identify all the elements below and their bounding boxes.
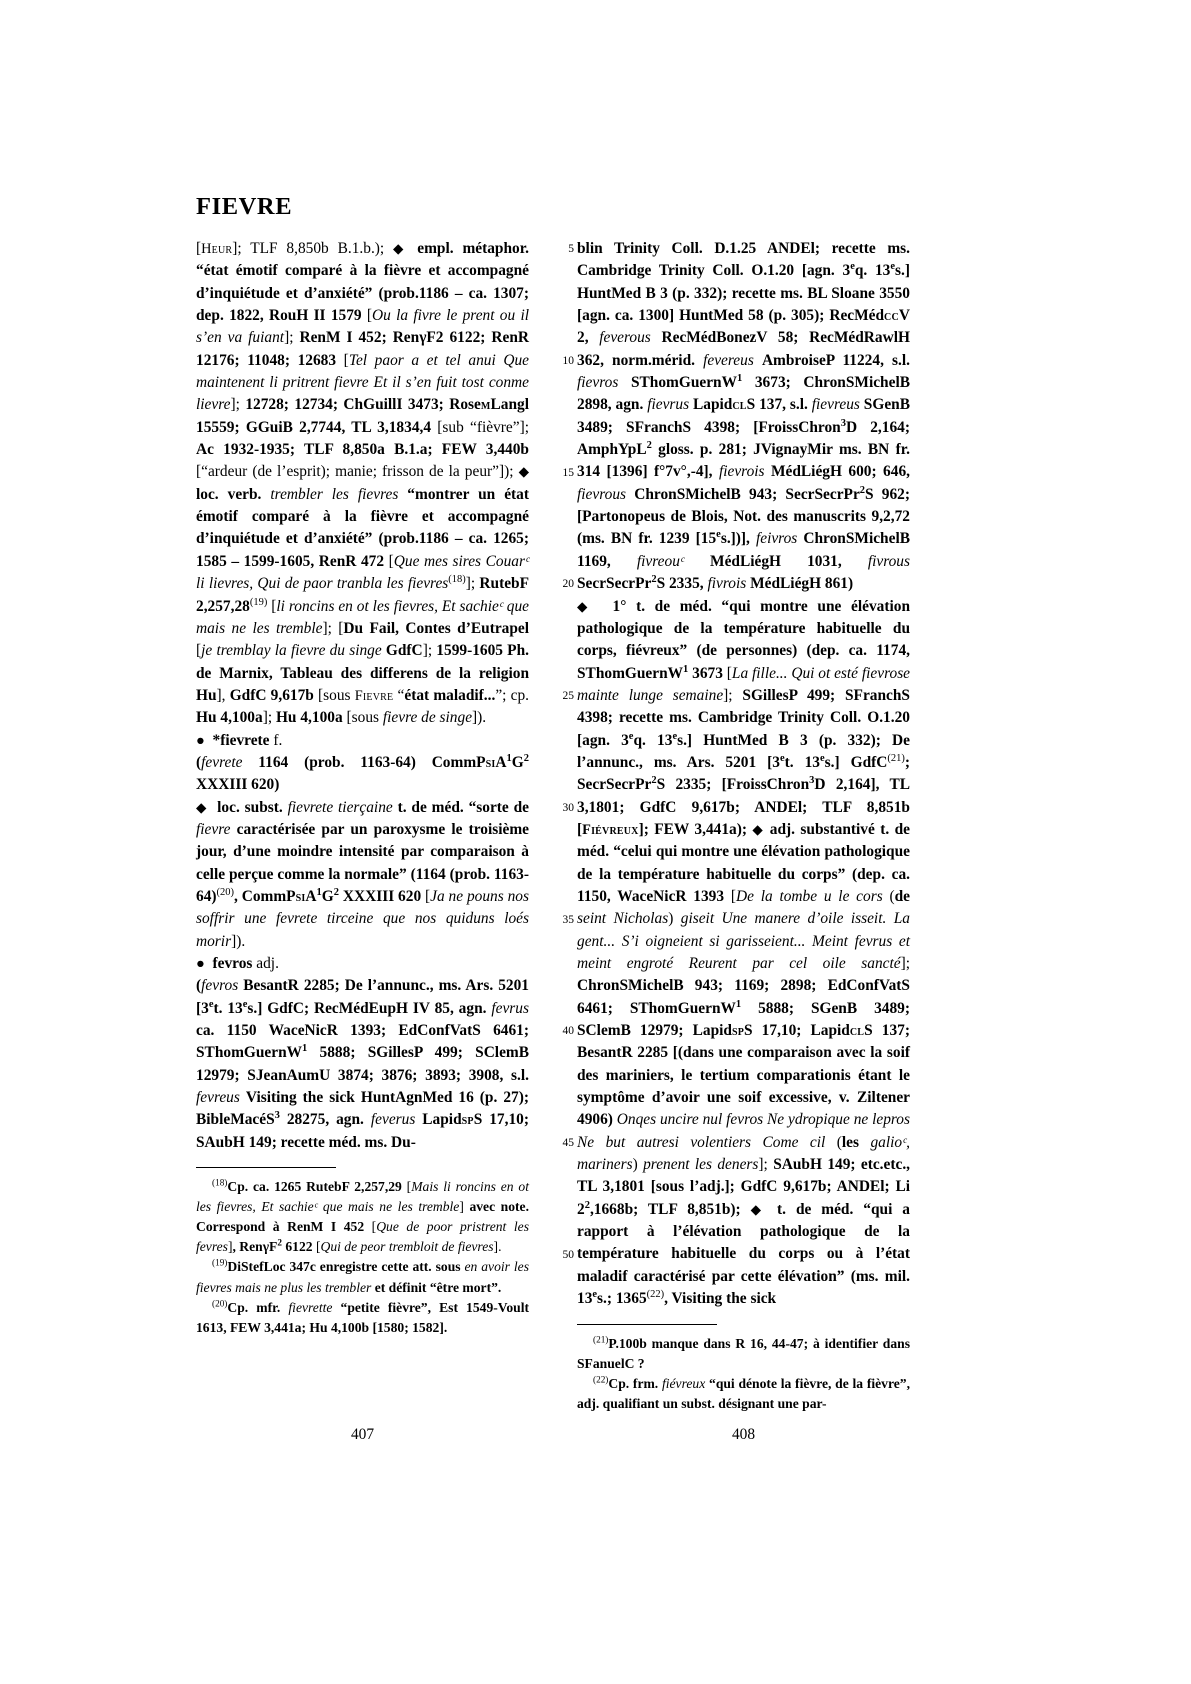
page-title: FIEVRE xyxy=(196,193,293,221)
right-column-body xyxy=(577,238,910,1311)
footnote-20: $^{(20)}$Cp. mfr. fievrette “petite fièvre”, Est 1549-Voult 1613, FEW 3,441a; Hu 4,100b [1580; 1582]. xyxy=(196,1298,529,1335)
footnote-19: $^{(19)}$DiStefLoc 347c enregistre cette att. sous en avoir les fievres mais ne plus les trembler et définit “être mort”. xyxy=(196,1257,529,1295)
right-column-footnotes xyxy=(577,1334,910,1414)
right-column xyxy=(577,238,910,1414)
line-number-group xyxy=(548,350,574,462)
line-number: 10 xyxy=(562,354,574,367)
entry-fievre-continuation: [Heur]; TLF 8,850b B.1.b.); ◆ empl. métaphor. “état émotif comparé à la fièvre et accompagné d’inquiétude et d’anxiété” (prob.1186 – ca. 1307; dep. 1822, RouH II 1579 [Ou la fivre le prent ou il s’en va fuiant]; RenM I 452; RenγF2 6122; RenR 12176; 11048; 12683 [Tel paor a et tel anui Que maintenent li pritrent fievre Et il s’en fuit tost conme lievre]; 12728; 12734; ChGuillI 3473; RosemLangl 15559; GGuiB 2,7744, TL 3,1834,4 [sub “fièvre”]; Ac 1932-1935; TLF 8,850a B.1.a; FEW 3,440b [“ardeur (de l’esprit); manie; frisson de la peur”]); ◆ loc. verb. trembler les fievres “montrer un état émotif comparé à la fièvre et accompagné d’inquiétude et d’anxiété” (prob.1186 – ca. 1265; 1585 – 1599-1605, RenR 472 [Que mes sires Couarᶜ li lievres, Qui de paor tranbla les fievres$^{(18)}$]; RutebF 2,257,28$^{(19)}$ [li roncins en ot les fievres, Et sachieᶜ que mais ne les tremble]; [Du Fail, Contes d’Eutrapel [je tremblay la fievre du singe GdfC]; 1599-1605 Ph. de Marnix, Tableau des differens de la religion Hu], GdfC 9,617b [sous Fievre “état maladif...”; cp. Hu 4,100a]; Hu 4,100a [sous fievre de singe]). xyxy=(196,240,530,727)
sense-1-fevros: ◆ 1° t. de méd. “qui montre une élévation pathologique de la température habituelle du corps, fiévreux” (de personnes) (dep. ca. 1174, SThomGuernW$^1$ 3673 [La fille... Qui ot esté fievrose mainte lunge semaine]; SGillesP 499; SFranchS 4398; recette ms. Cambridge Trinity Coll. O.1.20 [agn. 3eq. 13es.] HuntMed B 3 (p. 332); De l’annunc., ms. Ars. 5201 [3et. 13es.] GdfC$^{(21)}$; SecrSecrPr$^2$S 2335; [FroissChron$^3$D 2,164], TL 3,1801; GdfC 9,617b; ANDEl; TLF 8,851b [Fiévreux]; FEW 3,441a); ◆ adj. substantivé t. de méd. “celui qui montre une élévation pathologique de la température habituelle du corps” (dep. ca. 1150, WaceNicR 1393 [De la tombe u le cors (de seint Nicholas) giseit Une manere d’oile isseit. La gent... S’i oigneient si garisseient... Meint fevrus et meint engroté Reurent par cel oile sancté]; ChronSMichelB 943; 1169; 2898; EdConfVatS 6461; SThomGuernW$^1$ 5888; SGenB 3489; SClemB 12979; LapidspS 17,10; LapidclS 137; BesantR 2285 [(dans une comparaison avec la soif des mariniers, le tertium comparationis étant le symptôme d’avoir une soif excessive, v. Ziltener 4906) Onqes uncire nul fevros Ne ydropique ne lepros Ne but autresi volentiers Come cil (les galioᶜ, mariners) prenent les deners]; SAubH 149; etc.etc., TL 3,1801 [sous l’adj.]; GdfC 9,617b; ANDEl; Li $2^2,1668b$; TLF 8,851b); ◆ t. de méd. “qui a rapport à l’élévation pathologique de la température habituelle du corps ou à l’état maladif caractérisé par cette élévation” (ms. mil. 13es.; 1365$^{(22)}$, Visiting the sick xyxy=(577,597,911,1308)
line-number-group xyxy=(548,685,574,797)
line-number: 25 xyxy=(562,690,574,702)
line-number-group xyxy=(548,797,574,909)
line-number-group xyxy=(548,1132,574,1244)
line-number-group xyxy=(548,238,574,350)
line-number: 45 xyxy=(562,1137,574,1149)
footnote-separator-right xyxy=(577,1324,717,1325)
line-number: 30 xyxy=(562,801,574,814)
line-number-group xyxy=(548,462,574,574)
left-column xyxy=(196,238,529,1338)
line-number-group xyxy=(548,1020,574,1132)
line-number-group xyxy=(548,909,574,1021)
line-number: 40 xyxy=(562,1025,574,1038)
left-column-body xyxy=(196,238,529,1154)
folio-number-right: 408 xyxy=(731,1426,756,1443)
footnote-separator-left xyxy=(196,1167,336,1168)
line-number-group xyxy=(548,1244,574,1356)
line-number: 5 xyxy=(568,243,574,255)
line-number: 15 xyxy=(562,466,574,479)
line-number-group xyxy=(548,573,574,685)
footnote-22: $^{(22)}$Cp. frm. fiévreux “qui dénote la fièvre, de la fièvre”, adj. qualifiant un subst. désignant une par- xyxy=(577,1374,910,1411)
forms-fevros-continuation: blin Trinity Coll. D.1.25 ANDEl; recette ms. Cambridge Trinity Coll. O.1.20 [agn. 3eq. 13es.] HuntMed B 3 (p. 332); recette ms. BL Sloane 3550 [agn. ca. 1300] HuntMed 58 (p. 305); RecMédccV 2, feverous RecMédBonezV 58; RecMédRawlH 362, norm.mérid. fevereus AmbroiseP 11224, s.l. fievros SThomGuernW$^1$ 3673; ChronSMichelB 2898, agn. fievrus LapidclS 137, s.l. fievreus SGenB 3489; SFranchS 4398; [FroissChron$^3$D 2,164; AmphYpL$^2$ gloss. p. 281; JVignayMir ms. BN fr. 314 [1396] f°7v°,-4], fievrois MédLiégH 600; 646, fievrous ChronSMichelB 943; SecrSecrPr$^2$S 962; [Partonopeus de Blois, Not. des manuscrits 9,2,72 (ms. BN fr. 1239 [15es.])], feivros ChronSMichelB 1169, fivreouᶜ MédLiégH 1031, fivrous SecrSecrPr$^2$S 2335, fivrois MédLiégH 861) xyxy=(577,240,910,593)
forms-fevros: (fevros BesantR 2285; De l’annunc., ms. Ars. 5201 [3et. 13es.] GdfC; RecMédEupH IV 85, agn. fevrus ca. 1150 WaceNicR 1393; EdConfVatS 6461; SThomGuernW$^1$ 5888; SGillesP 499; SClemB 12979; SJeanAumU 3874; 3876; 3893; 3908, s.l. fevreus Visiting the sick HuntAgnMed 16 (p. 27); BibleMacéS$^3$ 28275, agn. feverus LapidspS 17,10; SAubH 149; recette méd. ms. Du- xyxy=(196,977,529,1151)
forms-fievrete: (fevrete 1164 (prob. 1163-64) $CommPsiA^1G^2$ XXXIII 620) xyxy=(196,752,529,794)
footnote-21: $^{(21)}$P.100b manque dans R 16, 44-47; à identifier dans SFanuelC ? xyxy=(577,1333,910,1371)
line-number: 35 xyxy=(562,913,574,926)
folio-number-left: 407 xyxy=(350,1426,375,1443)
footnote-18: $^{(18)}$Cp. ca. 1265 RutebF 2,257,29 [Mais li roncins en ot les fievres, Et sachieᶜ que mais ne les tremble] avec note. Correspond à RenM I 452 [Que de poor pristrent les fevres], RenγF$^2$ 6122 [Qui de peor trembloit de fievres]. xyxy=(196,1177,529,1255)
line-number-gutter xyxy=(548,238,574,1356)
lemma-fievrete: ● *fievrete f. xyxy=(196,731,283,749)
left-column-footnotes xyxy=(196,1177,529,1338)
line-number: 20 xyxy=(562,578,574,591)
line-number: 50 xyxy=(562,1248,574,1261)
sense-fievrete-tiercaine: ◆ loc. subst. fievrete tierçaine t. de méd. “sorte de fievre caractérisée par un paroxysme le troisième jour, d’une moindre intensité par comparaison à celle perçue comme la normale” (1164 (prob. 1163-64)$^{(20)}$, $CommPsiA^1G^2$ XXXIII 620 [Ja ne pouns nos soffrir une fevrete tirceine que nos quiduns loés morir]). xyxy=(196,798,529,950)
lemma-fevros: ● fevros adj. xyxy=(196,955,279,972)
